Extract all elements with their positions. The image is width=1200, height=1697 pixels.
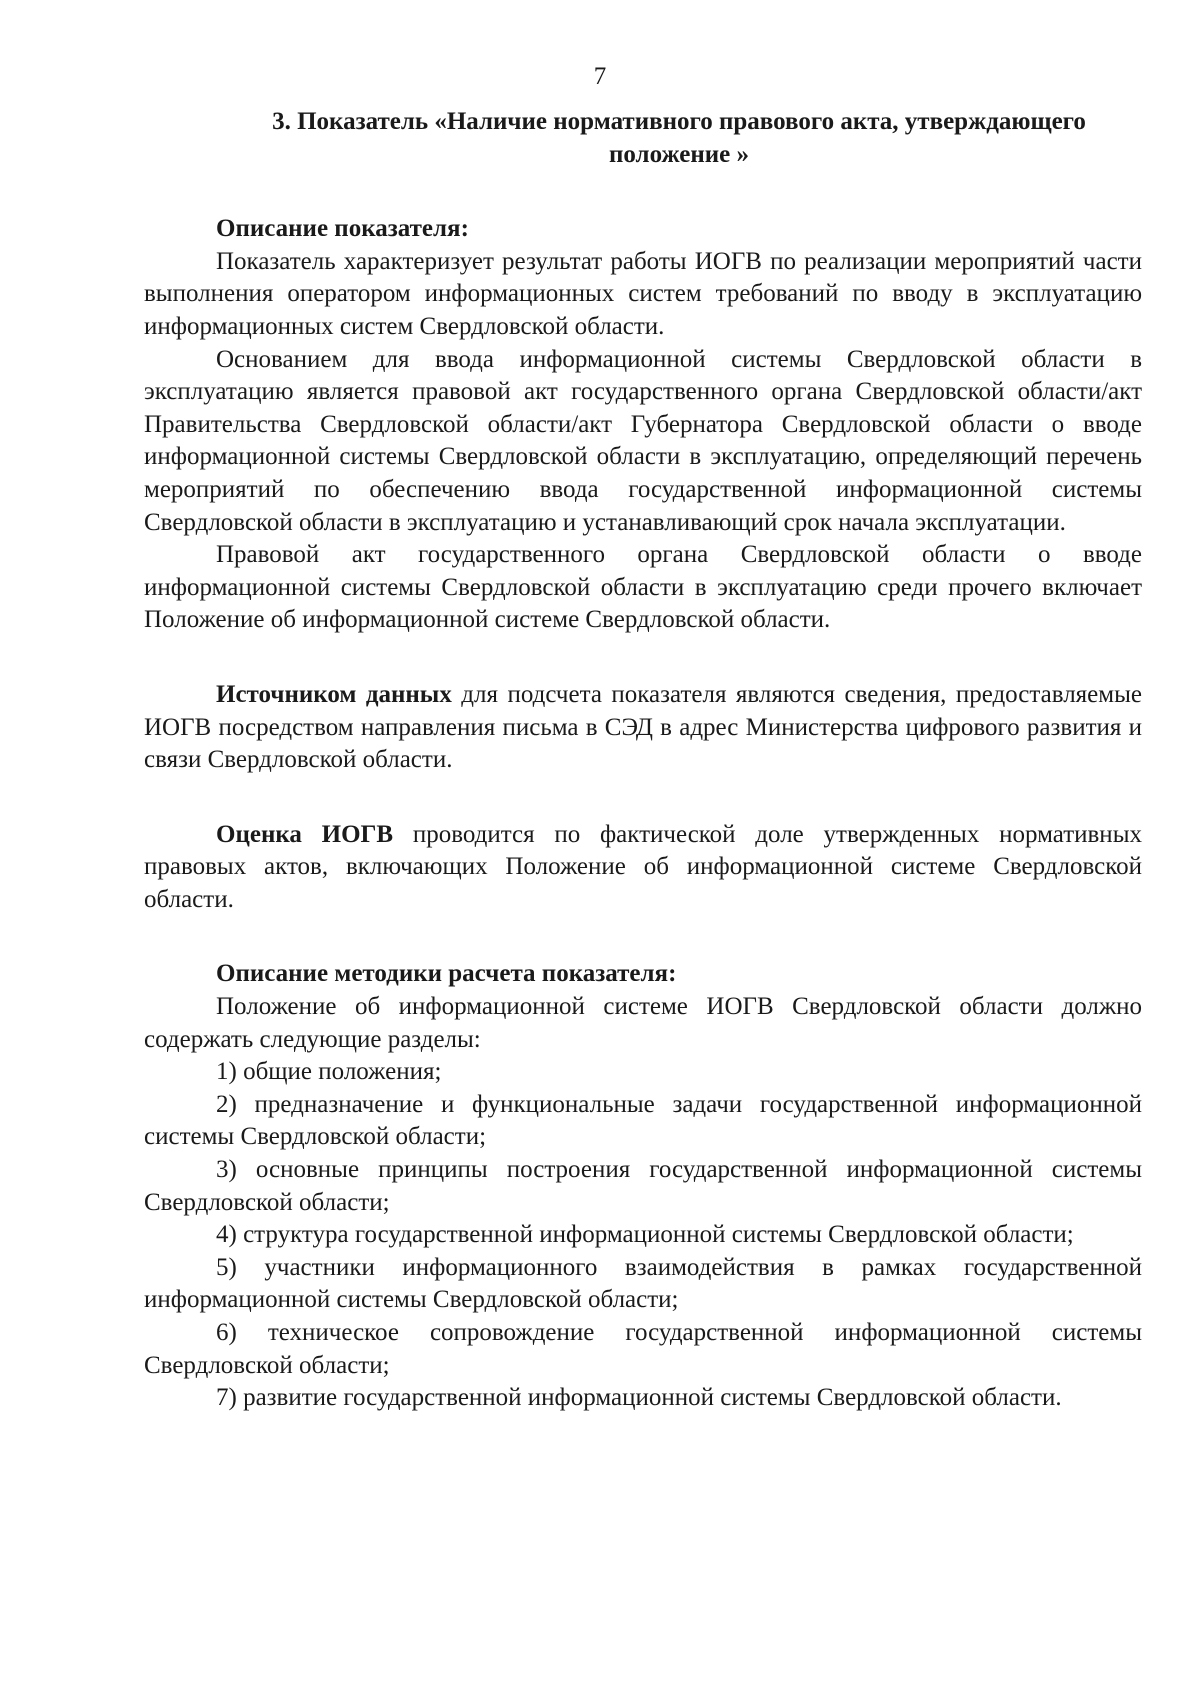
list-item: 1) общие положения; — [216, 1058, 442, 1086]
list-item: 7) развитие государственной информационной системы Свердловской области. — [216, 1384, 1062, 1412]
evaluation-paragraph — [144, 819, 1142, 917]
list-item: 4) структура государственной информационной системы Свердловской области; — [216, 1221, 1074, 1249]
description-section — [144, 213, 1142, 637]
list-item: 2) предназначение и функциональные задачи государственной информационной системы Свердловской области; — [144, 1090, 1142, 1151]
list-item: 3) основные принципы построения государственной информационной системы Свердловской области; — [144, 1156, 1142, 1216]
data-source-text: для подсчета показателя являются сведения, предоставляемые ИОГВ посредством направления письма в СЭД в адрес Министерства цифрового развития и связи Свердловской области. — [144, 680, 1142, 774]
section-title: 3. Показатель «Наличие нормативного правового акта, утверждающего положение » — [272, 108, 1086, 168]
evaluation-bold: Оценка ИОГВ — [216, 820, 394, 848]
document-body — [144, 106, 1142, 1415]
methodology-intro: Положение об информационной системе ИОГВ Свердловской области должно содержать следующие разделы: — [144, 993, 1142, 1053]
data-source-bold: Источником данных — [216, 680, 452, 708]
list-item: 6) техническое сопровождение государственной информационной системы Свердловской области; — [144, 1319, 1142, 1379]
list-item: 5) участники информационного взаимодействия в рамках государственной информационной системы Свердловской области; — [144, 1253, 1142, 1314]
description-heading: Описание показателя: — [216, 215, 469, 243]
description-paragraph: Основанием для ввода информационной системы Свердловской области в эксплуатацию является правовой акт государственного органа Свердловской области/акт Правительства Свердловской области/акт Губернатора Свердловской области о вводе информационной системы Свердловской области в эксплуатацию, определяющий перечень мероприятий по обеспечению ввода государственной информационной системы Свердловской области в эксплуатацию и устанавливающий срок начала эксплуатации. — [144, 345, 1142, 536]
description-paragraph: Правовой акт государственного органа Свердловской области о вводе информационной системы Свердловской области в эксплуатацию среди прочего включает Положение об информационной системе Свердловской области. — [144, 541, 1142, 634]
page-number: 7 — [593, 63, 607, 90]
data-source-paragraph — [144, 679, 1142, 777]
evaluation-text: проводится по фактической доле утвержденных нормативных правовых актов, включающих Положение об информационной системе Свердловской области. — [144, 820, 1142, 913]
methodology-section — [144, 958, 1142, 1414]
methodology-heading: Описание методики расчета показателя: — [216, 960, 677, 988]
description-paragraph: Показатель характеризует результат работы ИОГВ по реализации мероприятий части выполнения оператором информационных систем требований по вводу в эксплуатацию информационных систем Свердловской области. — [144, 247, 1142, 340]
